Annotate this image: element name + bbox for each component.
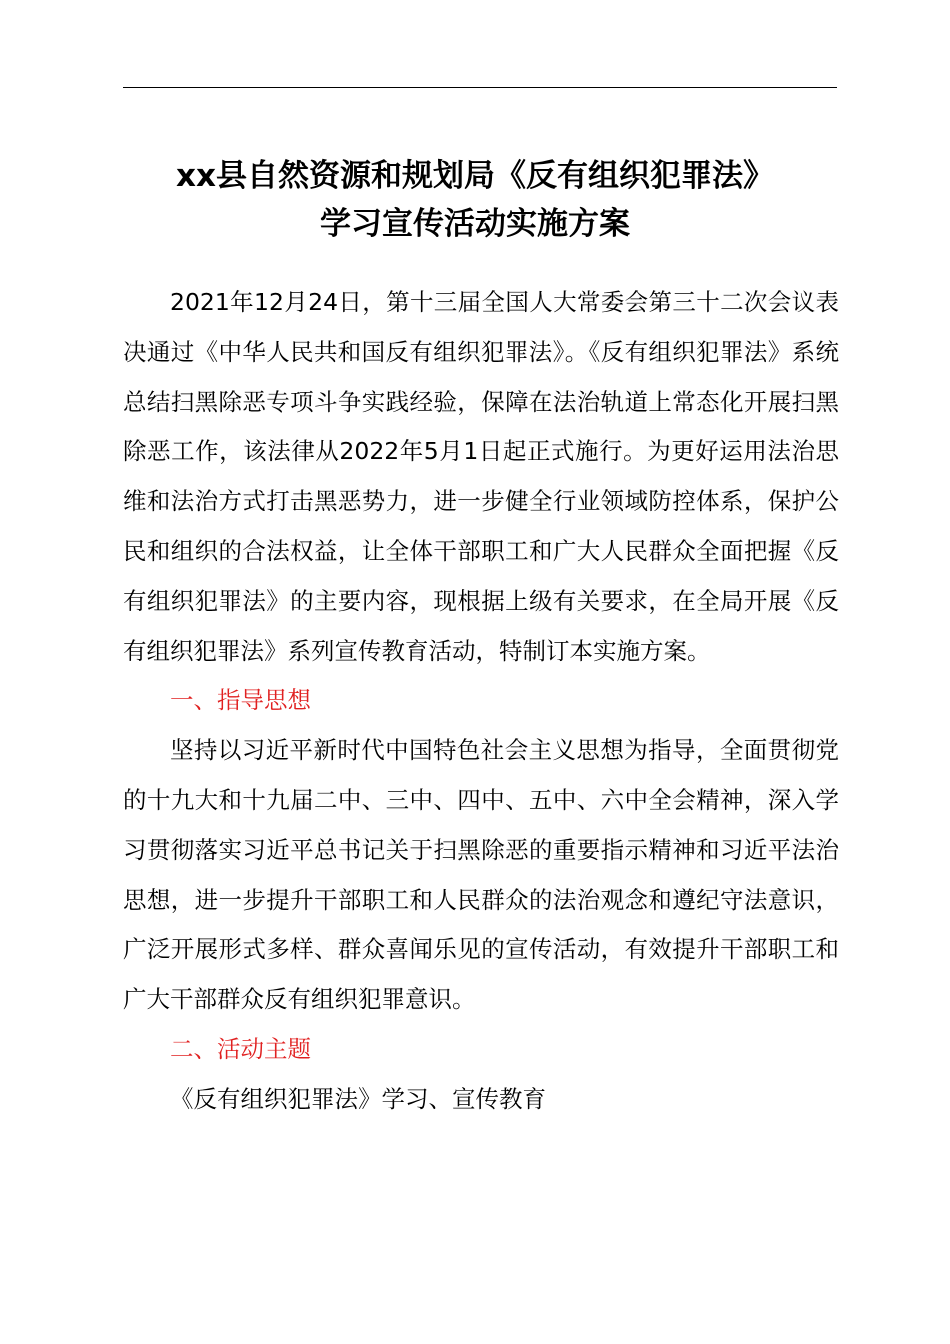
guiding-ideology-paragraph: 坚持以习近平新时代中国特色社会主义思想为指导，全面贯彻党的十九大和十九届二中、三中、四中、五中、六中全会精神，深入学习贯彻落实习近平总书记关于扫黑除恶的重要指示精神和习近平法治思想，进一步提升干部职工和人民群众的法治观念和遵纪守法意识，广泛开展形式多样、群众喜闻乐见的宣传活动，有效提升干部职工和广大干部群众反有组织犯罪意识。 bbox=[123, 736, 839, 1014]
section-heading-activity-theme: 二、活动主题 bbox=[170, 1034, 311, 1063]
document-title-line-2: 学习宣传活动实施方案 bbox=[320, 206, 630, 242]
header-rule bbox=[123, 87, 837, 88]
intro-paragraph: 2021年12月24日，第十三届全国人大常委会第三十二次会议表决通过《中华人民共和国反有组织犯罪法》。《反有组织犯罪法》系统总结扫黑除恶专项斗争实践经验，保障在法治轨道上常态化开展扫黑除恶工作，该法律从2022年5月1日起正式施行。为更好运用法治思维和法治方式打击黑恶势力，进一步健全行业领域防控体系，保护公民和组织的合法权益，让全体干部职工和广大人民群众全面把握《反有组织犯罪法》的主要内容，现根据上级有关要求，在全局开展《反有组织犯罪法》系列宣传教育活动，特制订本实施方案。 bbox=[123, 288, 839, 665]
section-heading-guiding-ideology: 一、指导思想 bbox=[170, 686, 311, 715]
activity-theme-paragraph: 《反有组织犯罪法》学习、宣传教育 bbox=[170, 1084, 546, 1113]
document-body bbox=[123, 278, 839, 1125]
document-title-line-1: xx县自然资源和规划局《反有组织犯罪法》 bbox=[176, 158, 774, 194]
